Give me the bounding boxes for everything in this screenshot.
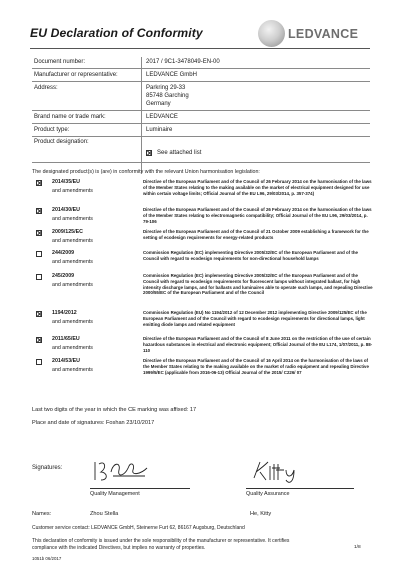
page-number: 1/8 — [354, 545, 361, 550]
disclaimer-line: This declaration of conformity is issued under the sole responsibility of the manufacturer or representative. It certifies — [32, 538, 290, 544]
regulation-text: Directive of the European Parliament and of the Council of 26 February 2014 on the harmonisation of the laws of the Member States relating to the making available on the market of electrical equipment designed for use within certain voltage limits; Official Journal of the EU L96, 29/03/2014, p. 357-374) — [143, 179, 372, 196]
address-line-2: 85748 Garching — [146, 93, 189, 99]
regulation-amendments: and amendments — [52, 238, 93, 244]
checkbox-checked-icon[interactable] — [36, 230, 42, 236]
manufacturer-label: Manufacturer or representative: — [34, 72, 118, 78]
regulation-code: 2009/125/EC — [52, 229, 83, 235]
regulation-text: Commission Regulation (EU) No 1194/2012 of 12 December 2012 implementing Directive 2009/125/EC of the European Parliament and of the Council with regard to ecodesign requirements for directional lamps, light emitting diode lamps and related equipment — [143, 310, 367, 327]
regulation-text: Directive of the European Parliament and of the Council of 8 June 2011 on the restriction of the use of certain hazardous substances in electrical and electronic equipment; Official Journal of the EU L174, 1/07/2011, p. 88-110 — [143, 336, 373, 353]
name-right: He, Kitty — [250, 511, 272, 517]
regulation-code: 2014/53/EU — [52, 358, 80, 364]
doc-number-value: 2017 / 9C1-3478049-EN-00 — [146, 59, 220, 65]
manufacturer-value: LEDVANCE GmbH — [146, 72, 197, 78]
regulation-text: Directive of the European Parliament and of the Council of 16 April 2014 on the harmonisation of the laws of the Member States relating to the making available on the market of radio equipment and repealing Directive 1999/5/EC (applicable from 2016-06-13) Official Journal of the 2015/ C226/ 07 — [143, 358, 369, 375]
regulation-row — [32, 179, 372, 196]
disclaimer-line: compliance with the indicated Directives, but implies no warranty of properties. — [32, 544, 206, 551]
row-divider — [32, 136, 370, 137]
regulation-code: 244/2009 — [52, 250, 75, 256]
row-divider — [32, 81, 370, 82]
regulation-text: Directive of the European Parliament and of the Council of 21 October 2009 establishing a framework for the setting of ecodesign requirements for energy-related products — [143, 229, 369, 240]
product-designation-label: Product designation: — [34, 139, 89, 145]
regulation-amendments: and amendments — [52, 319, 93, 325]
regulation-code: 2014/30/EU — [52, 207, 80, 213]
regulation-code: 1194/2012 — [52, 310, 77, 316]
customer-service-contact: Customer service contact: LEDVANCE GmbH, Steinerne Furt 62, 86167 Augsburg, Deutschland — [32, 525, 245, 531]
row-divider — [32, 110, 370, 111]
quality-assurance-signature — [250, 458, 302, 484]
names-label: Names: — [32, 511, 52, 517]
regulation-amendments: and amendments — [52, 367, 93, 373]
regulation-text: Directive of the European Parliament and of the Council of 26 February 2014 on the harmonisation of the laws of the Member States relating to electromagnetic compatibility; Official Journal of the EU L96, 29/03/2014, p. 79-106 — [143, 207, 372, 224]
checkbox-unchecked-icon[interactable] — [36, 251, 42, 257]
ce-marking-year: Last two digits of the year in which the CE marking was affixed: 17 — [32, 407, 197, 413]
see-attached-label: See attached list — [157, 150, 202, 156]
brand-value: LEDVANCE — [146, 114, 178, 120]
address-line-1: Parkring 29-33 — [146, 85, 186, 91]
document-id: 1051b 06/2017 — [32, 556, 62, 561]
regulation-row — [32, 336, 373, 353]
logo-wordmark: LEDVANCE — [288, 26, 359, 41]
checkbox-unchecked-icon[interactable] — [36, 359, 42, 365]
regulation-code: 245/2009 — [52, 273, 75, 279]
row-divider — [32, 68, 370, 69]
quality-management-caption: Quality Management — [90, 491, 140, 497]
regulation-code: 2011/65/EU — [52, 336, 80, 342]
regulation-code: 2014/35/EU — [52, 179, 80, 185]
disclaimer — [32, 538, 289, 551]
signatures-label: Signatures: — [32, 465, 63, 471]
regulation-amendments: and amendments — [52, 259, 93, 265]
fields-column-divider — [141, 57, 142, 173]
checkbox-checked-icon[interactable] — [36, 337, 42, 343]
regulation-row — [32, 310, 372, 327]
regulation-row — [32, 250, 372, 265]
row-divider — [32, 162, 370, 163]
regulation-amendments: and amendments — [52, 282, 93, 288]
checkbox-checked-icon[interactable] — [36, 311, 42, 317]
brand-label: Brand name or trade mark: — [34, 114, 106, 120]
quality-assurance-caption: Quality Assurance — [246, 491, 290, 497]
checkbox-unchecked-icon[interactable] — [36, 274, 42, 280]
see-attached-option[interactable] — [146, 150, 201, 156]
quality-management-signature — [91, 458, 151, 484]
brand-logo — [258, 20, 358, 47]
checkbox-checked-icon[interactable] — [146, 150, 152, 156]
regulation-amendments: and amendments — [52, 188, 93, 194]
place-and-date: Place and date of signatures: Foshan 23/10/2017 — [32, 420, 155, 426]
logo-emblem-icon — [258, 20, 285, 47]
regulation-row — [32, 273, 373, 296]
regulation-text: Commission Regulation (EC) implementing Directive 2005/32/EC of the European Parliament and of the Council with regard to ecodesign requirements for fluorescent lamps without integrated ballast, for high intensity discharge lamps, and for ballasts and luminaires able to operate such lamps, and repealing Directive 2000/55/EC of the European Parliament and of the Council — [143, 273, 373, 296]
checkbox-checked-icon[interactable] — [36, 180, 42, 186]
address-line-3: Germany — [146, 101, 171, 107]
regulation-row — [32, 358, 372, 375]
name-left: Zhou Stella — [90, 511, 119, 517]
signature-line-left — [90, 488, 190, 489]
row-divider — [32, 123, 370, 124]
checkbox-checked-icon[interactable] — [36, 208, 42, 214]
address-label: Address: — [34, 85, 58, 91]
product-type-label: Product type: — [34, 127, 70, 133]
page-title: EU Declaration of Conformity — [30, 26, 203, 40]
doc-number-label: Document number: — [34, 59, 86, 65]
regulation-text: Commission Regulation (EC) implementing Directive 2005/32/EC of the European Parliament and of the Council with regard to ecodesign requirements for non-directional household lamps — [143, 250, 358, 261]
legislation-intro: The designated product(s) is (are) in conformity with the relevant Union harmonisation legislation: — [32, 169, 260, 175]
header-divider — [30, 48, 370, 49]
product-type-value: Luminaire — [146, 127, 173, 133]
regulation-row — [32, 229, 372, 244]
regulation-row — [32, 207, 372, 224]
regulation-amendments: and amendments — [52, 216, 93, 222]
regulation-amendments: and amendments — [52, 345, 93, 351]
signature-line-right — [246, 488, 354, 489]
